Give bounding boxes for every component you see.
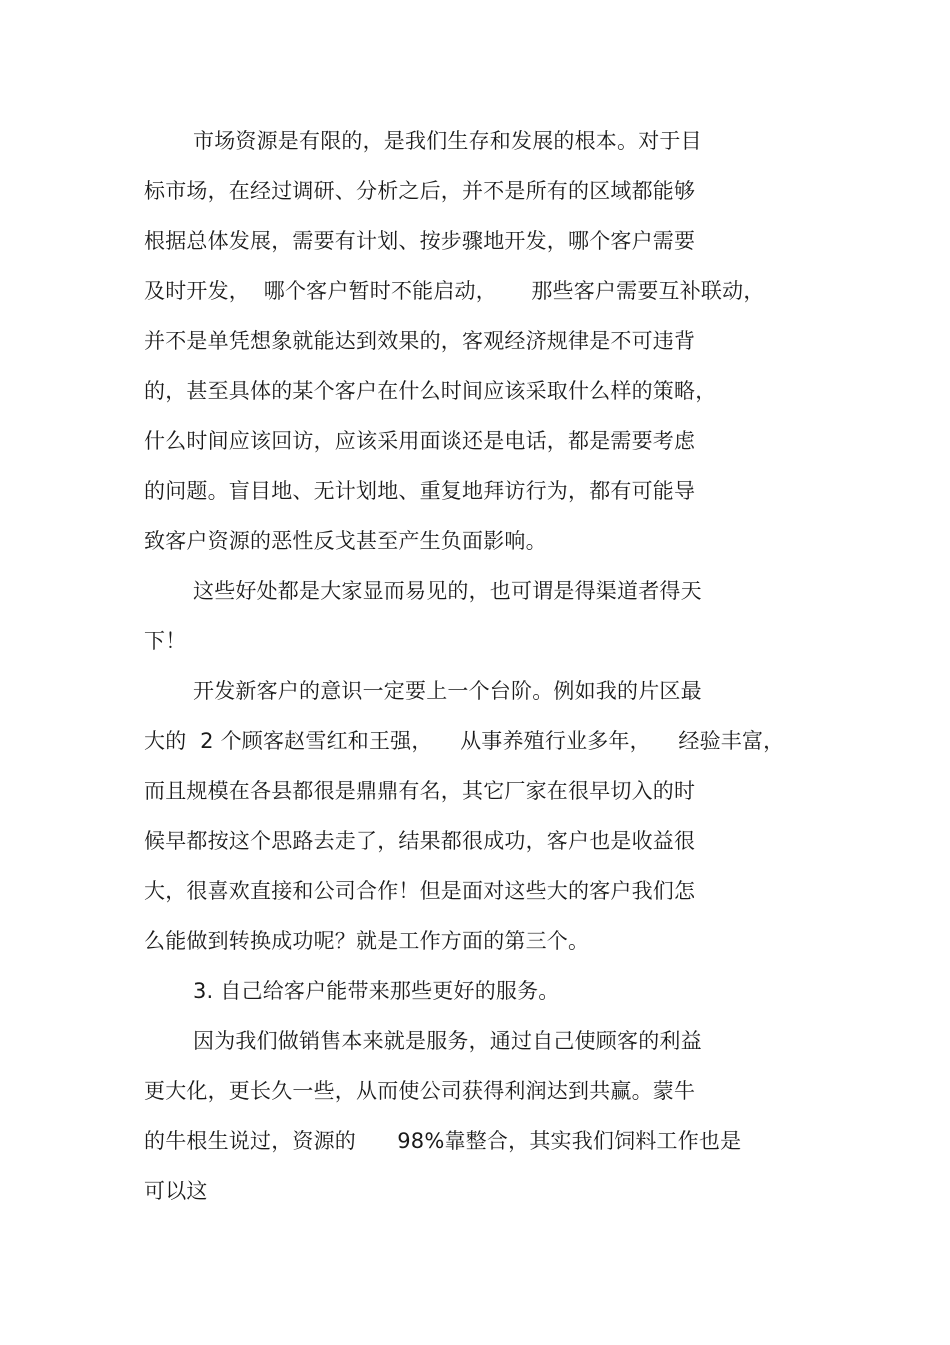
paragraph-line: 候早都按这个思路去走了，结果都很成功，客户也是收益很 <box>144 829 696 853</box>
paragraph-line: 标市场，在经过调研、分析之后，并不是所有的区域都能够 <box>144 179 696 203</box>
paragraph-line: 么能做到转换成功呢？就是工作方面的第三个。 <box>144 929 590 953</box>
paragraph-line: 因为我们做销售本来就是服务，通过自己使顾客的利益 <box>193 1029 702 1053</box>
paragraph-line: 致客户资源的恶性反戈甚至产生负面影响。 <box>144 529 547 553</box>
paragraph-line: 并不是单凭想象就能达到效果的，客观经济规律是不可违背 <box>144 329 696 353</box>
paragraph-line: 的，甚至具体的某个客户在什么时间应该采取什么样的策略， <box>144 379 717 403</box>
paragraph-line: 这些好处都是大家显而易见的，也可谓是得渠道者得天 <box>193 579 702 603</box>
paragraph-line: 大的 2 个顾客赵雪红和王强， 从事养殖行业多年， 经验丰富， <box>144 729 785 753</box>
paragraph-line: 市场资源是有限的，是我们生存和发展的根本。对于目 <box>193 129 702 153</box>
paragraph-line: 大，很喜欢直接和公司合作！但是面对这些大的客户我们怎 <box>144 879 696 903</box>
paragraph-line: 的问题。盲目地、无计划地、重复地拜访行为，都有可能导 <box>144 479 696 503</box>
paragraph-line: 及时开发， 哪个客户暂时不能启动， 那些客户需要互补联动， <box>144 279 765 303</box>
paragraph-line: 可以这 <box>144 1179 208 1203</box>
section-heading: 3. 自己给客户能带来那些更好的服务。 <box>193 979 560 1003</box>
paragraph-line: 更大化，更长久一些，从而使公司获得利润达到共赢。蒙牛 <box>144 1079 696 1103</box>
paragraph-line: 开发新客户的意识一定要上一个台阶。例如我的片区最 <box>193 679 702 703</box>
paragraph-line: 而且规模在各县都很是鼎鼎有名，其它厂家在很早切入的时 <box>144 779 696 803</box>
paragraph-line: 的牛根生说过，资源的 98%靠整合，其实我们饲料工作也是 <box>144 1129 742 1153</box>
paragraph-line: 根据总体发展，需要有计划、按步骤地开发，哪个客户需要 <box>144 229 696 253</box>
paragraph-line: 下！ <box>144 629 187 653</box>
paragraph-line: 什么时间应该回访，应该采用面谈还是电话，都是需要考虑 <box>144 429 696 453</box>
